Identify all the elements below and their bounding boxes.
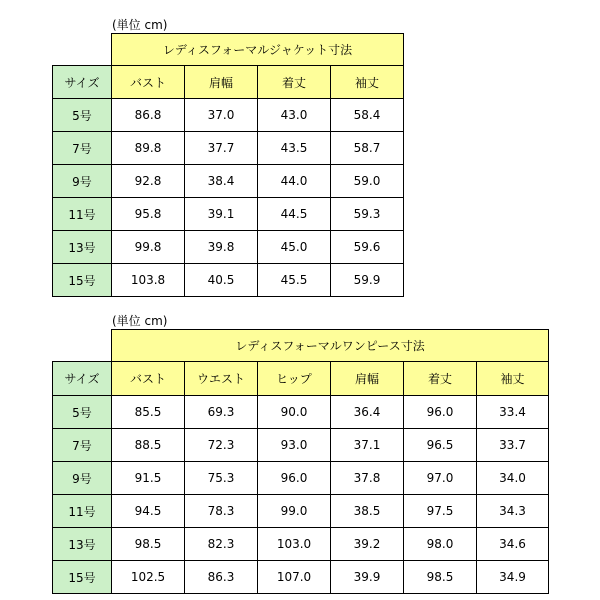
onepiece-table-title: レディスフォーマルワンピース寸法 bbox=[112, 330, 549, 362]
table-cell: 39.1 bbox=[185, 198, 258, 231]
jacket-size-header: サイズ bbox=[53, 66, 112, 99]
table-row bbox=[53, 198, 404, 231]
table-cell: 99.0 bbox=[258, 495, 331, 528]
table-row bbox=[53, 99, 404, 132]
table-cell: 44.5 bbox=[258, 198, 331, 231]
table-cell: 34.9 bbox=[477, 561, 549, 594]
size-label: 5号 bbox=[53, 99, 112, 132]
table-cell: 94.5 bbox=[112, 495, 185, 528]
table-cell: 97.5 bbox=[404, 495, 477, 528]
size-label: 15号 bbox=[53, 561, 112, 594]
size-label: 7号 bbox=[53, 132, 112, 165]
size-label: 5号 bbox=[53, 396, 112, 429]
table-cell: 39.8 bbox=[185, 231, 258, 264]
table-row bbox=[53, 528, 549, 561]
table-cell: 43.5 bbox=[258, 132, 331, 165]
onepiece-col-header: 肩幅 bbox=[331, 362, 404, 396]
table-cell: 38.5 bbox=[331, 495, 404, 528]
table-cell: 98.5 bbox=[404, 561, 477, 594]
table-row bbox=[53, 561, 549, 594]
table-cell: 85.5 bbox=[112, 396, 185, 429]
table-cell: 58.4 bbox=[331, 99, 404, 132]
table-cell: 38.4 bbox=[185, 165, 258, 198]
table-row bbox=[53, 429, 549, 462]
table-cell: 43.0 bbox=[258, 99, 331, 132]
jacket-col-header: 袖丈 bbox=[331, 66, 404, 99]
table-cell: 82.3 bbox=[185, 528, 258, 561]
table-cell: 40.5 bbox=[185, 264, 258, 297]
table-cell: 96.5 bbox=[404, 429, 477, 462]
jacket-blank-corner bbox=[53, 34, 112, 66]
table-cell: 44.0 bbox=[258, 165, 331, 198]
onepiece-col-header: ヒップ bbox=[258, 362, 331, 396]
table-cell: 34.6 bbox=[477, 528, 549, 561]
jacket-col-header: バスト bbox=[112, 66, 185, 99]
jacket-unit-label: (単位 cm) bbox=[112, 18, 168, 32]
size-label: 13号 bbox=[53, 231, 112, 264]
table-cell: 75.3 bbox=[185, 462, 258, 495]
onepiece-col-header: 着丈 bbox=[404, 362, 477, 396]
table-row bbox=[53, 132, 404, 165]
onepiece-size-table bbox=[52, 329, 549, 594]
table-cell: 90.0 bbox=[258, 396, 331, 429]
table-cell: 45.0 bbox=[258, 231, 331, 264]
table-cell: 36.4 bbox=[331, 396, 404, 429]
table-cell: 93.0 bbox=[258, 429, 331, 462]
size-label: 11号 bbox=[53, 495, 112, 528]
table-row bbox=[53, 495, 549, 528]
table-cell: 98.5 bbox=[112, 528, 185, 561]
table-cell: 103.8 bbox=[112, 264, 185, 297]
table-cell: 72.3 bbox=[185, 429, 258, 462]
table-row bbox=[53, 165, 404, 198]
table-cell: 102.5 bbox=[112, 561, 185, 594]
table-cell: 59.3 bbox=[331, 198, 404, 231]
table-cell: 39.9 bbox=[331, 561, 404, 594]
table-cell: 69.3 bbox=[185, 396, 258, 429]
table-cell: 92.8 bbox=[112, 165, 185, 198]
table-cell: 39.2 bbox=[331, 528, 404, 561]
size-label: 9号 bbox=[53, 165, 112, 198]
table-cell: 89.8 bbox=[112, 132, 185, 165]
jacket-col-header: 着丈 bbox=[258, 66, 331, 99]
table-cell: 34.0 bbox=[477, 462, 549, 495]
table-cell: 98.0 bbox=[404, 528, 477, 561]
table-row bbox=[53, 231, 404, 264]
table-cell: 59.6 bbox=[331, 231, 404, 264]
table-cell: 97.0 bbox=[404, 462, 477, 495]
table-cell: 59.0 bbox=[331, 165, 404, 198]
table-cell: 96.0 bbox=[404, 396, 477, 429]
onepiece-size-header: サイズ bbox=[53, 362, 112, 396]
table-cell: 86.8 bbox=[112, 99, 185, 132]
table-cell: 37.0 bbox=[185, 99, 258, 132]
table-cell: 37.7 bbox=[185, 132, 258, 165]
size-label: 15号 bbox=[53, 264, 112, 297]
size-label: 9号 bbox=[53, 462, 112, 495]
jacket-table-title: レディスフォーマルジャケット寸法 bbox=[112, 34, 404, 66]
table-cell: 58.7 bbox=[331, 132, 404, 165]
onepiece-unit-label: (単位 cm) bbox=[112, 314, 168, 328]
table-cell: 99.8 bbox=[112, 231, 185, 264]
table-cell: 103.0 bbox=[258, 528, 331, 561]
table-cell: 45.5 bbox=[258, 264, 331, 297]
table-row bbox=[53, 396, 549, 429]
jacket-size-table bbox=[52, 33, 404, 297]
table-cell: 96.0 bbox=[258, 462, 331, 495]
size-label: 11号 bbox=[53, 198, 112, 231]
table-cell: 88.5 bbox=[112, 429, 185, 462]
table-row bbox=[53, 264, 404, 297]
onepiece-col-header: 袖丈 bbox=[477, 362, 549, 396]
table-cell: 78.3 bbox=[185, 495, 258, 528]
table-cell: 34.3 bbox=[477, 495, 549, 528]
size-label: 13号 bbox=[53, 528, 112, 561]
size-label: 7号 bbox=[53, 429, 112, 462]
onepiece-col-header: ウエスト bbox=[185, 362, 258, 396]
table-cell: 33.7 bbox=[477, 429, 549, 462]
onepiece-blank-corner bbox=[53, 330, 112, 362]
table-cell: 33.4 bbox=[477, 396, 549, 429]
onepiece-col-header: バスト bbox=[112, 362, 185, 396]
table-cell: 59.9 bbox=[331, 264, 404, 297]
table-cell: 37.8 bbox=[331, 462, 404, 495]
table-cell: 86.3 bbox=[185, 561, 258, 594]
table-cell: 95.8 bbox=[112, 198, 185, 231]
jacket-header-row bbox=[53, 66, 404, 99]
table-cell: 91.5 bbox=[112, 462, 185, 495]
table-row bbox=[53, 462, 549, 495]
table-cell: 107.0 bbox=[258, 561, 331, 594]
onepiece-header-row bbox=[53, 362, 549, 396]
table-cell: 37.1 bbox=[331, 429, 404, 462]
jacket-col-header: 肩幅 bbox=[185, 66, 258, 99]
